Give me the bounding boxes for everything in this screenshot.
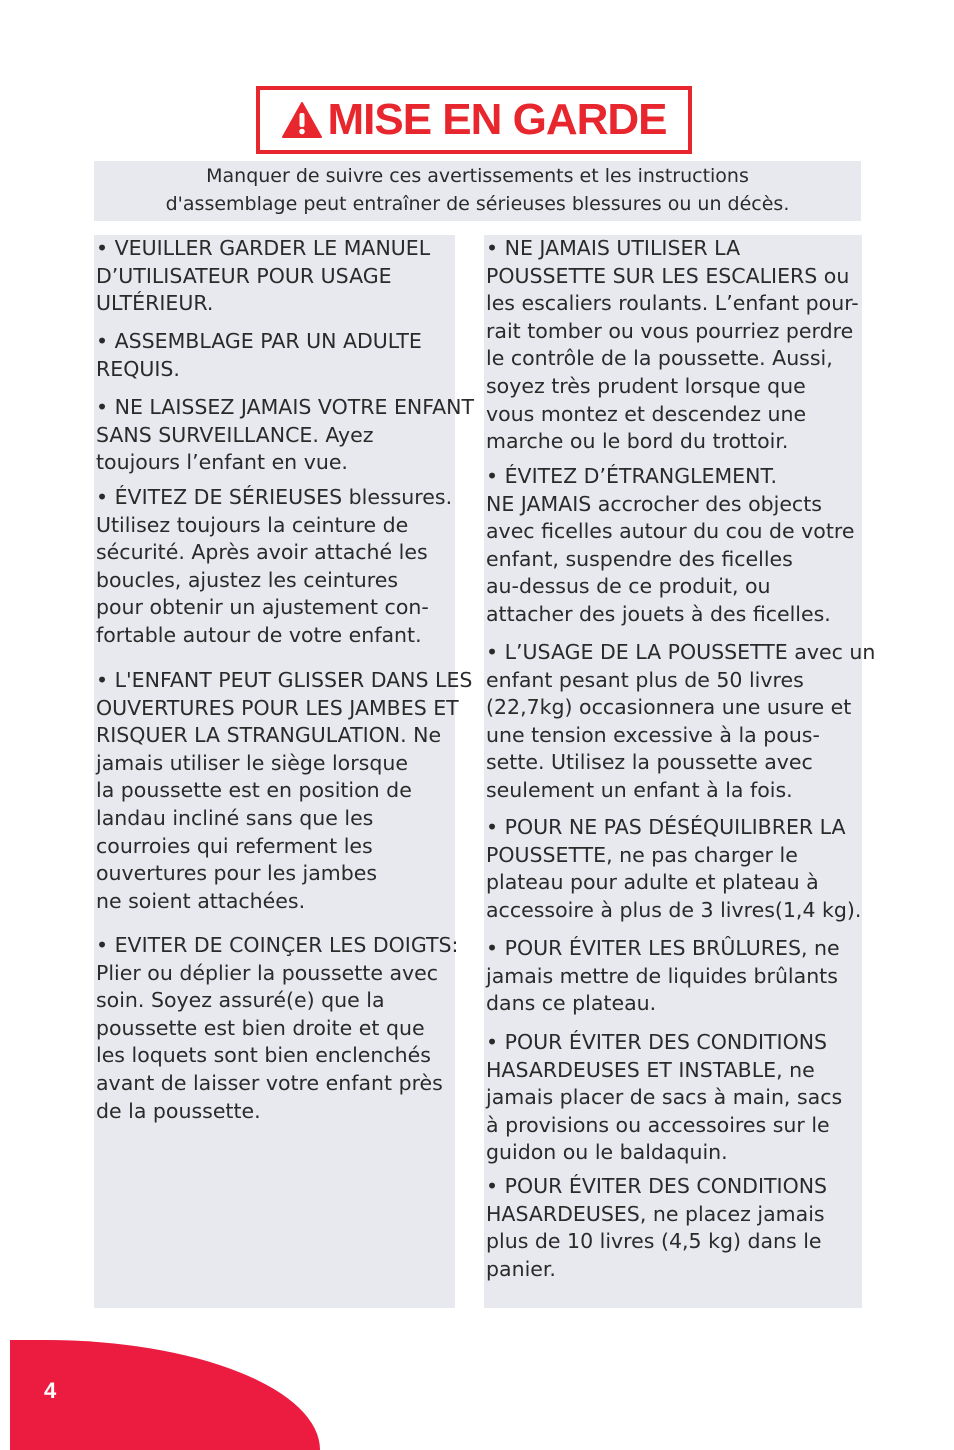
item-line: • NE LAISSEZ JAMAIS VOTRE ENFANT [96, 395, 475, 419]
warning-subtitle [94, 161, 861, 221]
item-line: SANS SURVEILLANCE. Ayez [96, 422, 374, 447]
item-line: guidon ou le baldaquin. [486, 1140, 728, 1165]
item-line: seulement un enfant à la fois. [486, 777, 793, 802]
warning-item [94, 328, 459, 383]
item-line: enfant, suspendre des ficelles [486, 546, 793, 571]
item-line: • VEUILLER GARDER LE MANUEL [96, 236, 431, 260]
item-line: • ÉVITEZ D’ÉTRANGLEMENT. [486, 464, 778, 488]
item-line: • NE JAMAIS UTILISER LA [486, 236, 741, 260]
warning-item [484, 814, 866, 924]
item-line: marche ou le bord du trottoir. [486, 429, 789, 454]
item-line: OUVERTURES POUR LES JAMBES ET [96, 695, 459, 720]
warning-title: MISE EN GARDE [327, 95, 667, 144]
page-corner-tab [10, 1340, 320, 1450]
warning-item [484, 463, 866, 629]
item-line: plus de 10 livres (4,5 kg) dans le [486, 1229, 822, 1254]
item-line: Utilisez toujours la ceinture de [96, 512, 409, 537]
item-line: • L'ENFANT PEUT GLISSER DANS LES [96, 668, 473, 692]
item-line: REQUIS. [96, 356, 180, 381]
item-line: jamais placer de sacs à main, sacs [486, 1085, 843, 1110]
item-line: ouvertures pour les jambes [96, 861, 378, 886]
item-line: rait tomber ou vous pourriez perdre [486, 318, 854, 343]
item-line: vous montez et descendez une [486, 401, 807, 426]
item-line: sécurité. Après avoir attaché les [96, 540, 428, 565]
item-line: • ASSEMBLAGE PAR UN ADULTE [96, 329, 422, 353]
item-line: à provisions ou accessoires sur le [486, 1112, 830, 1137]
item-line: • EVITER DE COINÇER LES DOIGTS: [96, 933, 459, 957]
item-line: les loquets sont bien enclenchés [96, 1043, 431, 1068]
item-line: • POUR ÉVITER LES BRÛLURES, ne [486, 936, 840, 960]
warning-item [484, 1173, 866, 1283]
item-line: dans ce plateau. [486, 991, 657, 1016]
item-line: enfant pesant plus de 50 livres [486, 667, 804, 692]
warning-item [94, 235, 459, 318]
item-line: attacher des jouets à des ficelles. [486, 601, 831, 626]
item-line: HASARDEUSES ET INSTABLE, ne [486, 1057, 815, 1082]
item-line: le contrôle de la poussette. Aussi, [486, 346, 833, 371]
item-line: fortable autour de votre enfant. [96, 622, 422, 647]
item-line: de la poussette. [96, 1098, 261, 1123]
item-line: courroies qui referment les [96, 833, 373, 858]
item-line: • L’USAGE DE LA POUSSETTE avec un [486, 640, 876, 664]
item-line: poussette est bien droite et que [96, 1015, 425, 1040]
item-line: RISQUER LA STRANGULATION. Ne [96, 723, 442, 748]
item-line: toujours l’enfant en vue. [96, 450, 348, 475]
warning-item [484, 639, 876, 805]
item-line: soin. Soyez assuré(e) que la [96, 988, 385, 1013]
item-line: NE JAMAIS accrocher des objects [486, 491, 822, 516]
item-line: pour obtenir un ajustement con- [96, 595, 429, 620]
item-line: soyez très prudent lorsque que [486, 373, 806, 398]
item-line: accessoire à plus de 3 livres(1,4 kg). [486, 897, 862, 922]
item-line: les escaliers roulants. L’enfant pour- [486, 291, 859, 316]
item-line: landau incliné sans que les [96, 805, 374, 830]
warning-item [94, 932, 459, 1125]
item-line: ULTÉRIEUR. [96, 291, 214, 316]
item-line: jamais utiliser le siège lorsque [96, 750, 408, 775]
item-line: • POUR ÉVITER DES CONDITIONS [486, 1030, 828, 1054]
warning-item [484, 235, 866, 456]
item-line: POUSSETTE, ne pas charger le [486, 842, 798, 867]
item-line: sette. Utilisez la poussette avec [486, 750, 813, 775]
item-line: la poussette est en position de [96, 778, 412, 803]
item-line: (22,7kg) occasionnera une usure et [486, 695, 852, 720]
page-number: 4 [44, 1378, 57, 1403]
warning-item [94, 484, 459, 650]
warning-triangle-icon [281, 101, 323, 139]
item-line: avec ficelles autour du cou de votre [486, 519, 855, 544]
warning-title-box [256, 86, 692, 154]
item-line: D’UTILISATEUR POUR USAGE [96, 263, 392, 288]
item-line: • POUR NE PAS DÉSÉQUILIBRER LA [486, 815, 846, 839]
item-line: une tension excessive à la pous- [486, 722, 820, 747]
item-line: plateau pour adulte et plateau à [486, 870, 819, 895]
item-line: jamais mettre de liquides brûlants [486, 963, 838, 988]
item-line: POUSSETTE SUR LES ESCALIERS ou [486, 263, 850, 288]
item-line: boucles, ajustez les ceintures [96, 567, 399, 592]
item-line: au-dessus de ce produit, ou [486, 574, 771, 599]
item-line: avant de laisser votre enfant près [96, 1070, 443, 1095]
subtitle-line: d'assemblage peut entraîner de sérieuses blessures ou un décès. [165, 193, 790, 215]
left-warning-column [94, 235, 475, 1308]
item-line: • POUR ÉVITER DES CONDITIONS [486, 1174, 828, 1198]
warning-item [94, 667, 473, 915]
subtitle-line: Manquer de suivre ces avertissements et les instructions [206, 165, 749, 187]
item-line: HASARDEUSES, ne placez jamais [486, 1201, 825, 1226]
warning-item [94, 394, 475, 477]
right-warning-column [484, 235, 876, 1308]
item-line: ne soient attachées. [96, 888, 306, 913]
item-line: • ÉVITEZ DE SÉRIEUSES blessures. [96, 485, 453, 509]
item-line: panier. [486, 1256, 556, 1281]
item-line: Plier ou déplier la poussette avec [96, 960, 439, 985]
warning-item [484, 935, 866, 1018]
warning-item [484, 1029, 866, 1167]
